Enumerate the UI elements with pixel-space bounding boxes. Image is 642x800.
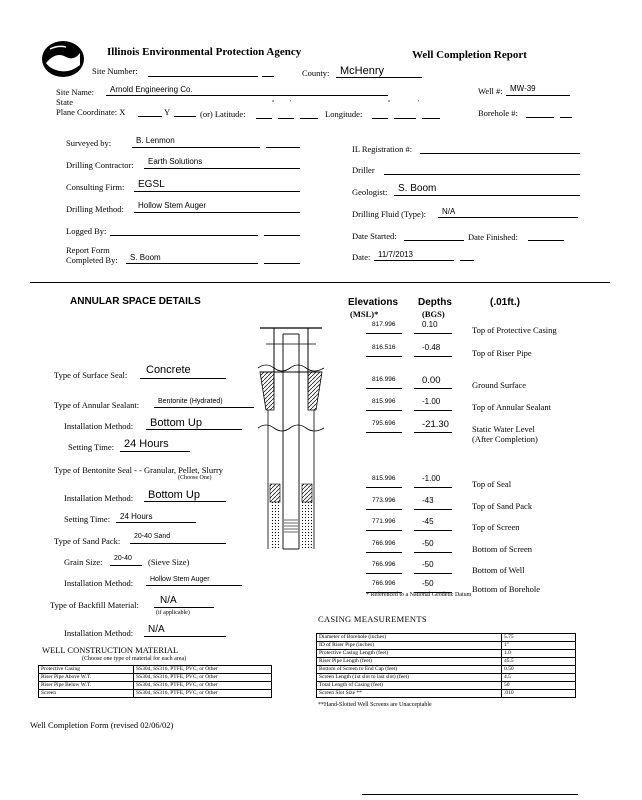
date-started-label: Date Started:: [352, 231, 397, 241]
setting-time-field-2[interactable]: 24 Hours: [120, 512, 153, 521]
plane-coordinate-label: Plane Coordinate: X: [56, 107, 126, 117]
casing-row: [317, 690, 576, 698]
casing-row-label: Diameter of Borehole (inches): [317, 634, 502, 642]
construction-row-options[interactable]: SS304, SS316, PTFE, PVC, or Other: [134, 690, 272, 698]
drilling-fluid-field[interactable]: N/A: [442, 207, 456, 216]
geologist-label: Geologist:: [352, 187, 388, 197]
drilling-contractor-label: Drilling Contractor:: [66, 160, 134, 170]
depth-description-sub: (After Completion): [472, 434, 538, 444]
elevation-value[interactable]: 766.996: [372, 540, 396, 547]
datum-footnote: * Referenced to a National Geodetic Datum: [366, 592, 472, 598]
surveyed-by-label: Surveyed by:: [66, 138, 112, 148]
iepa-logo: [40, 39, 86, 79]
annular-sealant-field[interactable]: Bentonite (Hydrated): [158, 398, 223, 405]
casing-row-label: Riser Pipe Length (feet): [317, 658, 502, 666]
elevation-value[interactable]: 771.996: [372, 518, 396, 525]
casing-row: [317, 642, 576, 650]
depth-description: Static Water Level: [472, 424, 535, 434]
casing-row-value[interactable]: 5.75: [502, 634, 576, 642]
longitude-label: Longitude:: [325, 109, 363, 119]
surface-seal-field[interactable]: Concrete: [146, 364, 191, 376]
construction-row-label: Screen: [39, 690, 134, 698]
depth-description: Ground Surface: [472, 380, 527, 390]
elevation-value[interactable]: 766.996: [372, 580, 396, 587]
state-label: State: [56, 97, 73, 107]
construction-row-options[interactable]: SS304, SS316, PTFE, PVC, or Other: [134, 666, 272, 674]
casing-row: [317, 634, 576, 642]
installation-method-label-2: Installation Method:: [64, 493, 134, 503]
elevations-header: Elevations: [348, 297, 399, 308]
construction-row: [39, 690, 272, 698]
depth-value[interactable]: -50: [422, 539, 434, 548]
construction-row-label: Riser Pipe Below W.T.: [39, 682, 134, 690]
depth-value[interactable]: 0.00: [422, 375, 441, 386]
agency-title: Illinois Environmental Protection Agency: [107, 46, 302, 58]
depth-description: Bottom of Borehole: [472, 584, 540, 594]
elevation-value[interactable]: 816.516: [372, 344, 396, 351]
casing-row: [317, 650, 576, 658]
casing-row-value[interactable]: 0.50: [502, 666, 576, 674]
grain-size-label: Grain Size:: [64, 557, 103, 567]
depth-value[interactable]: -50: [422, 560, 434, 569]
elevation-value[interactable]: 795.696: [372, 420, 396, 427]
well-number-label: Well #:: [478, 86, 503, 96]
construction-row-options[interactable]: SS304, SS316, PTFE, PVC, or Other: [134, 682, 272, 690]
installation-method-label-3: Installation Method:: [64, 578, 134, 588]
sieve-size-note: (Sieve Size): [148, 557, 190, 567]
casing-row-label: Screen Length (1st slot to last slot) (feet): [317, 674, 502, 682]
report-form-label: Report Form: [66, 245, 110, 255]
construction-row-label: Riser Pipe Above W.T.: [39, 674, 134, 682]
casing-footnote: **Hand-Slotted Well Screens are Unacceptable: [318, 702, 432, 708]
casing-row: [317, 674, 576, 682]
installation-method-label-1: Installation Method:: [64, 421, 134, 431]
completed-by-label: Completed By:: [66, 255, 118, 265]
casing-row-value[interactable]: 1.0: [502, 650, 576, 658]
date-finished-label: Date Finished:: [468, 232, 518, 242]
latitude-label: (or) Latitude:: [200, 109, 246, 119]
site-name-label: Site Name:: [56, 87, 95, 97]
consulting-firm-field[interactable]: EGSL: [138, 179, 165, 190]
annular-sealant-label: Type of Annular Sealant:: [54, 400, 140, 410]
depth-value[interactable]: -0.48: [422, 343, 441, 352]
construction-title: WELL CONSTRUCTION MATERIAL: [42, 645, 179, 655]
elevation-value[interactable]: 773.996: [372, 497, 396, 504]
y-coordinate-label: Y: [164, 107, 171, 117]
casing-row: [317, 666, 576, 674]
form-footer: Well Completion Form (revised 02/06/02): [30, 720, 174, 730]
casing-row: [317, 682, 576, 690]
surface-seal-label: Type of Surface Seal:: [54, 370, 128, 380]
elevation-value[interactable]: 817.996: [372, 321, 396, 328]
casing-row-value[interactable]: .010: [502, 690, 576, 698]
depth-description: Bottom of Well: [472, 565, 525, 575]
casing-row-value[interactable]: 45.5: [502, 658, 576, 666]
site-number-label: Site Number:: [92, 66, 138, 76]
longitude-degree-mark: °: [388, 100, 391, 106]
driller-label: Driller: [352, 165, 375, 175]
depth-value[interactable]: 0.10: [422, 320, 438, 329]
depth-value[interactable]: -21.30: [422, 419, 449, 430]
completed-by-field[interactable]: S. Boom: [130, 253, 161, 262]
geologist-field[interactable]: S. Boom: [398, 183, 437, 194]
setting-time-label-2: Setting Time:: [64, 514, 111, 524]
construction-subtitle: (Choose one type of material for each area): [82, 656, 187, 662]
casing-row-value[interactable]: 4.5: [502, 674, 576, 682]
latitude-minute-mark: ': [290, 100, 292, 106]
elevation-value[interactable]: 815.996: [372, 475, 396, 482]
logged-by-label: Logged By:: [66, 226, 107, 236]
depth-description: Top of Sand Pack: [472, 501, 533, 511]
construction-row: [39, 666, 272, 674]
site-name-field[interactable]: Arnold Engineering Co.: [110, 85, 193, 94]
elevation-value[interactable]: 766.996: [372, 561, 396, 568]
elevation-value[interactable]: 816.996: [372, 376, 396, 383]
well-number-field[interactable]: MW-39: [510, 84, 536, 93]
casing-row-value[interactable]: 1": [502, 642, 576, 650]
setting-time-field-1[interactable]: 24 Hours: [124, 438, 169, 450]
construction-row: [39, 674, 272, 682]
longitude-minute-mark: ': [418, 100, 420, 106]
depth-value[interactable]: -1.00: [422, 397, 441, 406]
installation-method-label-4: Installation Method:: [64, 628, 134, 638]
construction-row: [39, 682, 272, 690]
consulting-firm-label: Consulting Firm:: [66, 182, 125, 192]
depth-value[interactable]: -50: [422, 579, 434, 588]
depth-description: Top of Protective Casing: [472, 325, 557, 335]
surveyed-by-field[interactable]: B. Lenmon: [136, 136, 175, 145]
drilling-fluid-label: Drilling Fluid (Type):: [352, 209, 427, 219]
annular-title: ANNULAR SPACE DETAILS: [70, 296, 201, 307]
well-diagram: [256, 324, 326, 594]
depth-description: Top of Seal: [472, 479, 512, 489]
county-field[interactable]: McHenry: [340, 65, 385, 77]
construction-table: [38, 665, 272, 698]
backfill-material-label: Type of Backfill Material:: [50, 600, 139, 610]
casing-row-value[interactable]: 50: [502, 682, 576, 690]
installation-method-field-4[interactable]: N/A: [148, 624, 165, 635]
depth-description: Top of Annular Sealant: [472, 402, 551, 412]
county-label: County:: [302, 68, 330, 78]
elevation-value[interactable]: 815.996: [372, 398, 396, 405]
drilling-method-label: Drilling Method:: [66, 204, 124, 214]
sand-pack-label: Type of Sand Pack:: [54, 536, 121, 546]
depth-value[interactable]: -43: [422, 496, 434, 505]
depth-value[interactable]: -45: [422, 517, 434, 526]
casing-row: [317, 658, 576, 666]
casing-row-label: Total Length of Casing (feet): [317, 682, 502, 690]
grain-size-field[interactable]: 20-40: [114, 555, 132, 562]
elevations-sub: (MSL)*: [350, 309, 379, 319]
casing-row-label: Protective Casing Length (feet): [317, 650, 502, 658]
depth-description: Top of Riser Pipe: [472, 348, 532, 358]
casing-row-label: ID of Riser Pipe (inches): [317, 642, 502, 650]
casing-table: [316, 633, 576, 698]
borehole-label: Borehole #:: [478, 108, 518, 118]
report-date-field[interactable]: 11/7/2013: [378, 250, 413, 259]
backfill-material-field[interactable]: N/A: [160, 595, 177, 606]
il-registration-label: IL Registration #:: [352, 144, 413, 154]
casing-title: CASING MEASUREMENTS: [318, 614, 427, 624]
casing-row-label: Screen Slot Size **: [317, 690, 502, 698]
sand-pack-field[interactable]: 20-40 Sand: [134, 533, 171, 540]
casing-row-label: Bottom of Screen to End Cap (feet): [317, 666, 502, 674]
report-date-label: Date:: [352, 252, 371, 262]
precision-header: (.01ft.): [490, 297, 520, 308]
drilling-contractor-field[interactable]: Earth Solutions: [148, 157, 203, 166]
depth-description: Bottom of Screen: [472, 544, 532, 554]
installation-method-field-2[interactable]: Bottom Up: [148, 489, 200, 501]
installation-method-field-1[interactable]: Bottom Up: [150, 417, 202, 429]
depths-sub: (BGS): [422, 309, 445, 319]
depths-header: Depths: [418, 297, 452, 308]
choose-one-note: (Choose One): [178, 475, 212, 481]
bentonite-seal-label: Type of Bentonite Seal - - Granular, Pellet, Slurry: [54, 465, 224, 475]
depth-value[interactable]: -1.00: [422, 474, 441, 483]
latitude-degree-mark: °: [272, 100, 275, 106]
if-applicable-note: (if applicable): [156, 610, 190, 616]
installation-method-field-3[interactable]: Hollow Stem Auger: [150, 576, 210, 583]
depth-description: Top of Screen: [472, 522, 520, 532]
construction-row-label: Protective Casing: [39, 666, 134, 674]
report-title: Well Completion Report: [412, 49, 527, 61]
setting-time-label-1: Setting Time:: [68, 442, 115, 452]
construction-row-options[interactable]: SS304, SS316, PTFE, PVC, or Other: [134, 674, 272, 682]
drilling-method-field[interactable]: Hollow Stem Auger: [138, 201, 207, 210]
